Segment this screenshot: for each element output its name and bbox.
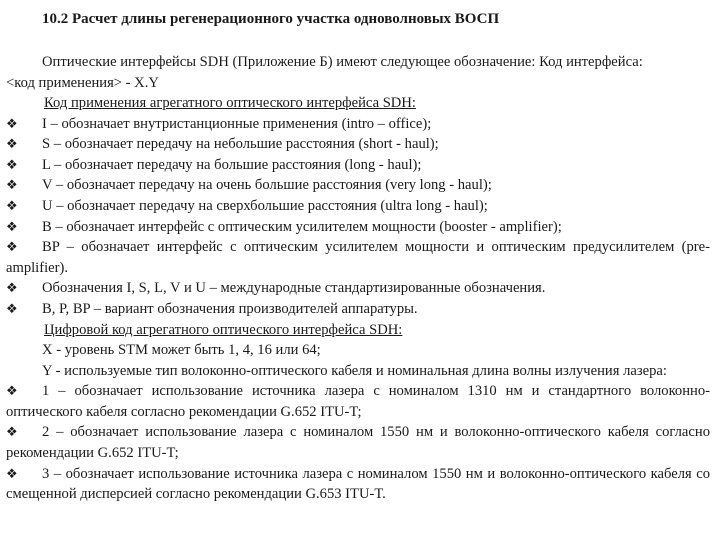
diamond-bullet-icon: ❖ xyxy=(6,156,18,172)
diamond-bullet-icon: ❖ xyxy=(6,197,18,213)
section2-heading: Цифровой код агрегатного оптического интерфейса SDH: xyxy=(44,321,403,338)
intro-line-2: <код применения> - X.Y xyxy=(6,74,159,91)
diamond-bullet-icon: ❖ xyxy=(6,280,18,296)
list-item-wrapped: ❖ BP – обозначает интерфейс с оптическим усилителем мощности и оптическим предусилителем (pre-amplifier). xyxy=(6,239,710,276)
list-item: ❖ I – обозначает внутристанционные применения (intro – office); xyxy=(6,114,710,135)
diamond-bullet-icon: ❖ xyxy=(6,218,18,234)
diamond-bullet-icon: ❖ xyxy=(6,177,18,193)
intro-paragraph xyxy=(6,52,710,93)
list-item-wrapped: ❖ 2 – обозначает использование лазера с номиналом 1550 нм и волоконно-оптического кабеля согласно рекомендации G.652 ITU-T; xyxy=(6,424,710,461)
list-item-wrapped: ❖ 3 – обозначает использование источника лазера с номиналом 1550 нм и волоконно-оптического кабеля со смещенной дисперсией согласно рекомендации G.653 ITU-T. xyxy=(6,465,710,503)
page-title: 10.2 Расчет длины регенерационного участка одноволновых ВОСП xyxy=(42,11,500,27)
diamond-bullet-icon: ❖ xyxy=(6,300,18,316)
x-line: X - уровень STM может быть 1, 4, 16 или 64; xyxy=(42,342,321,358)
list-item: ❖ L – обозначает передачу на большие расстояния (long - haul); xyxy=(6,155,710,176)
diamond-bullet-icon: ❖ xyxy=(6,115,18,131)
diamond-bullet-icon: ❖ xyxy=(6,383,18,399)
list-item: ❖ S – обозначает передачу на небольшие расстояния (short - haul); xyxy=(6,134,710,155)
section-application-code xyxy=(6,93,710,340)
diamond-bullet-icon: ❖ xyxy=(6,424,18,440)
section1-heading: Код применения агрегатного оптического интерфейса SDH: xyxy=(44,95,416,111)
list-item: ❖ U – обозначает передачу на сверхбольшие расстояния (ultra long - haul); xyxy=(6,196,710,217)
list-item: ❖ Обозначения I, S, L, V и U – международные стандартизированные обозначения. xyxy=(6,278,710,299)
y-line: Y - используемые тип волоконно-оптического кабеля и номинальная длина волны излучения лазера: xyxy=(42,362,667,379)
list-item: ❖ B – обозначает интерфейс с оптическим усилителем мощности (booster - amplifier); xyxy=(6,217,710,238)
section-digital-code xyxy=(6,340,710,505)
intro-line-1: Оптические интерфейсы SDH (Приложение Б) имеют следующее обозначение: Код интерфейса: xyxy=(42,54,643,70)
list-item: ❖ B, P, BP – вариант обозначения производителей аппаратуры. xyxy=(6,299,710,320)
list-item: ❖ V – обозначает передачу на очень большие расстояния (very long - haul); xyxy=(6,175,710,196)
diamond-bullet-icon: ❖ xyxy=(6,465,18,481)
list-item-wrapped: ❖ 1 – обозначает использование источника лазера с номиналом 1310 нм и стандартного волоконно-оптического кабеля согласно рекомендации G.652 ITU-T; xyxy=(6,383,710,420)
diamond-bullet-icon: ❖ xyxy=(6,239,18,255)
diamond-bullet-icon: ❖ xyxy=(6,136,18,152)
